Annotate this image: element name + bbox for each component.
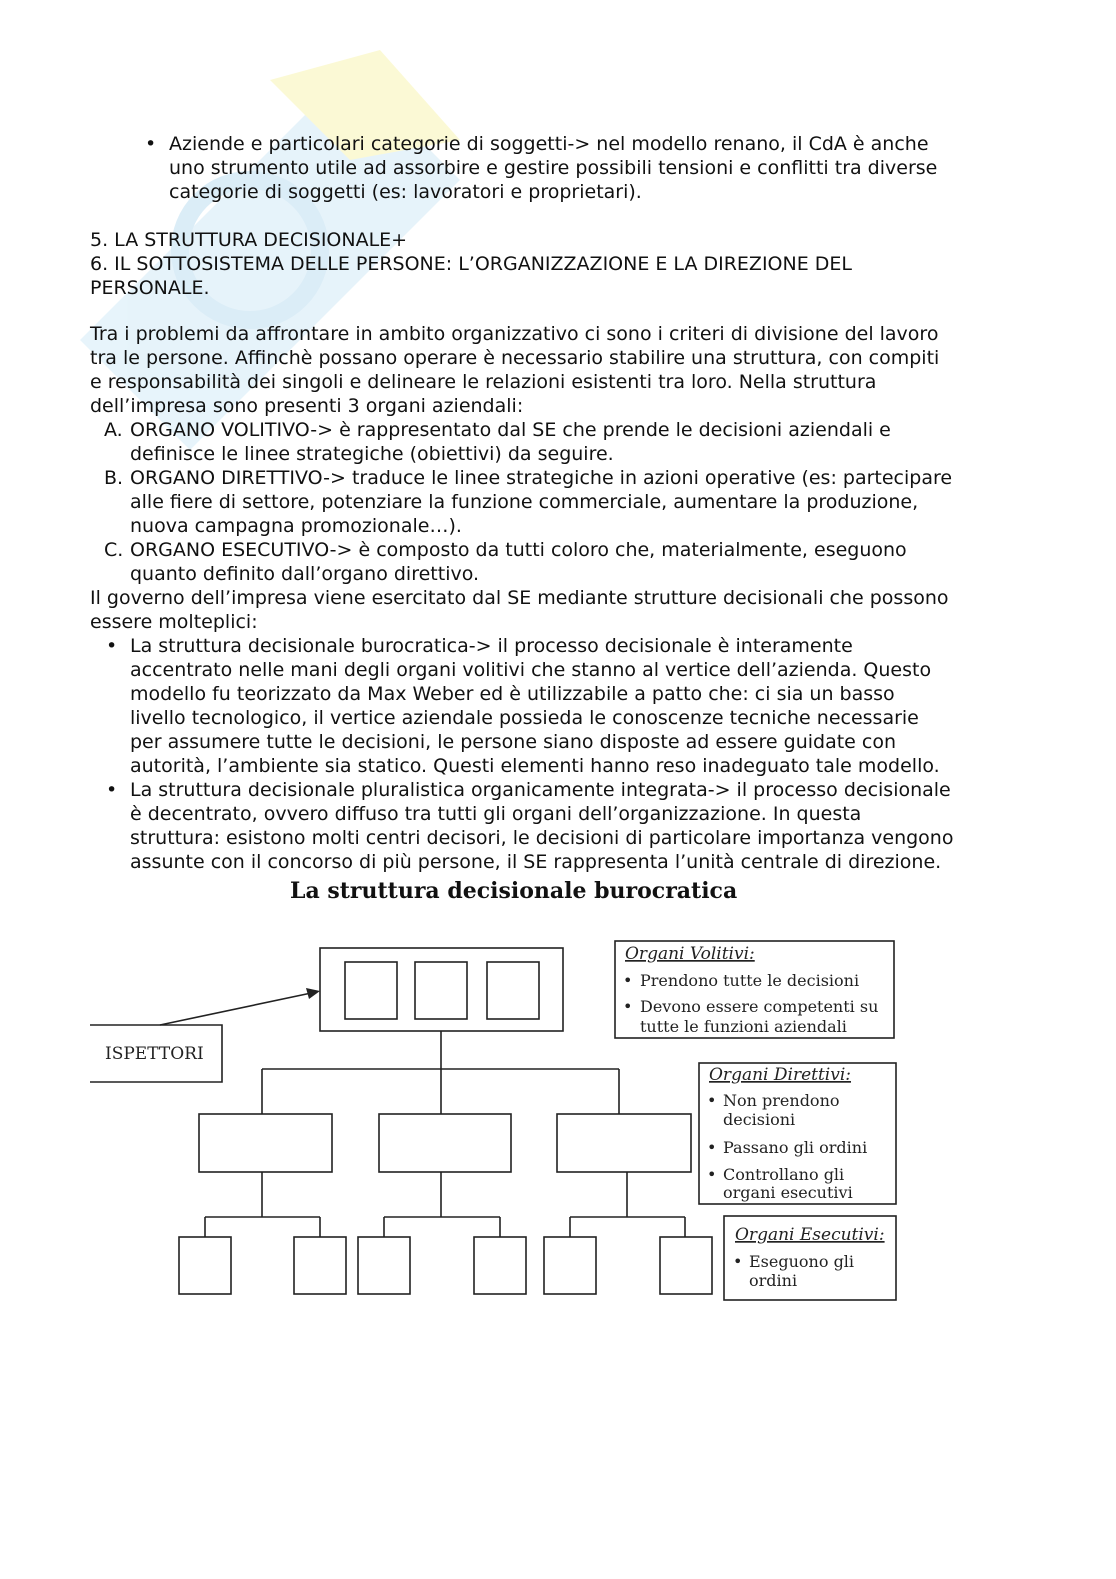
legend-item: tutte le funzioni aziendali xyxy=(640,1017,847,1036)
legend-bullet: • xyxy=(707,1165,717,1184)
paragraph-line: essere molteplici: xyxy=(90,611,258,633)
bureaucratic-structure-diagram xyxy=(0,870,1116,1310)
structure-line: La struttura decisionale pluralistica organicamente integrata-> il processo decisionale xyxy=(130,779,951,801)
intro-line: Aziende e particolari categorie di soggetti-> nel modello renano, il CdA è anche xyxy=(169,133,929,155)
organ-line: ORGANO ESECUTIVO-> è composto da tutti coloro che, materialmente, eseguono xyxy=(130,539,907,561)
legend-item: organi esecutivi xyxy=(723,1183,853,1202)
structure-line: modello fu teorizzato da Max Weber ed è utilizzabile a patto che: ci sia un basso xyxy=(130,683,895,705)
volitive-member xyxy=(345,962,397,1019)
structure-line: autorità, l’ambiente sia statico. Questi elementi hanno reso inadeguato tale modello. xyxy=(130,755,940,777)
organ-line: alle fiere di settore, potenziare la funzione commerciale, aumentare la produzione, xyxy=(130,491,919,513)
arrow-head-icon xyxy=(306,988,320,999)
section-heading: 5. LA STRUTTURA DECISIONALE+ xyxy=(90,229,408,251)
directive-box xyxy=(379,1114,511,1172)
legend-direttivi-heading: Organi Direttivi: xyxy=(709,1065,851,1085)
volitive-member xyxy=(415,962,467,1019)
structure-line: struttura: esistono molti centri decisori, le decisioni di particolare importanza vengono xyxy=(130,827,954,849)
organ-line: nuova campagna promozionale…). xyxy=(130,515,462,537)
executive-box xyxy=(544,1237,596,1294)
directive-box xyxy=(557,1114,691,1172)
list-marker: C. xyxy=(104,539,124,561)
legend-item: Devono essere competenti su xyxy=(640,997,879,1016)
section-heading: PERSONALE. xyxy=(90,277,210,299)
directive-box xyxy=(199,1114,332,1172)
structure-line: è decentrato, ovvero diffuso tra tutti gli organi dell’organizzazione. In questa xyxy=(130,803,862,825)
paragraph-line: tra le persone. Affinchè possano operare è necessario stabilire una struttura, con compiti xyxy=(90,347,940,369)
organ-line: ORGANO DIRETTIVO-> traduce le linee strategiche in azioni operative (es: partecipare xyxy=(130,467,953,489)
structure-line: per assumere tutte le decisioni, le persone siano disposte ad essere guidate con xyxy=(130,731,897,753)
legend-volitivi-heading: Organi Volitivi: xyxy=(625,944,755,964)
organ-line: definisce le linee strategiche (obiettivi) da seguire. xyxy=(130,443,614,465)
legend-item: Eseguono gli xyxy=(749,1252,855,1271)
legend-bullet: • xyxy=(733,1252,743,1271)
structure-line: accentrato nelle mani degli organi volitivi che stanno al vertice dell’azienda. Questo xyxy=(130,659,932,681)
executive-box xyxy=(474,1237,526,1294)
legend-item: decisioni xyxy=(723,1110,796,1129)
executive-box xyxy=(660,1237,712,1294)
executive-box xyxy=(294,1237,346,1294)
legend-item: ordini xyxy=(749,1271,798,1290)
paragraph-line: Tra i problemi da affrontare in ambito organizzativo ci sono i criteri di divisione del lavoro xyxy=(90,323,939,345)
organ-line: quanto definito dall’organo direttivo. xyxy=(130,563,480,585)
legend-bullet: • xyxy=(623,997,633,1016)
legend-bullet: • xyxy=(623,971,633,990)
structure-line: assunte con il concorso di più persone, il SE rappresenta l’unità centrale di direzione. xyxy=(130,851,942,873)
legend-bullet: • xyxy=(707,1138,717,1157)
list-marker: B. xyxy=(104,467,124,489)
legend-bullet: • xyxy=(707,1091,717,1110)
diagram-title: La struttura decisionale burocratica xyxy=(290,878,738,904)
paragraph-line: Il governo dell’impresa viene esercitato dal SE mediante strutture decisionali che possono xyxy=(90,587,949,609)
inspector-arrow xyxy=(160,992,316,1025)
intro-line: uno strumento utile ad assorbire e gestire possibili tensioni e conflitti tra diverse xyxy=(169,157,938,179)
legend-esecutivi-heading: Organi Esecutivi: xyxy=(735,1225,885,1245)
bullet-marker: • xyxy=(106,779,118,801)
legend-item: Passano gli ordini xyxy=(723,1138,868,1157)
structure-line: La struttura decisionale burocratica-> il processo decisionale è interamente xyxy=(130,635,853,657)
organ-line: ORGANO VOLITIVO-> è rappresentato dal SE che prende le decisioni aziendali e xyxy=(130,419,891,441)
executive-box xyxy=(358,1237,410,1294)
bullet-marker: • xyxy=(106,635,118,657)
list-marker: A. xyxy=(104,419,123,441)
bullet-marker: • xyxy=(145,133,157,155)
legend-item: Controllano gli xyxy=(723,1165,845,1184)
volitive-member xyxy=(487,962,539,1019)
paragraph-line: dell’impresa sono presenti 3 organi aziendali: xyxy=(90,395,524,417)
inspectors-label: ISPETTORI xyxy=(105,1044,204,1064)
paragraph-line: e responsabilità dei singoli e delineare le relazioni esistenti tra loro. Nella struttura xyxy=(90,371,877,393)
section-heading: 6. IL SOTTOSISTEMA DELLE PERSONE: L’ORGANIZZAZIONE E LA DIREZIONE DEL xyxy=(90,253,852,275)
structure-line: livello tecnologico, il vertice aziendale possieda le conoscenze tecniche necessarie xyxy=(130,707,919,729)
intro-line: categorie di soggetti (es: lavoratori e proprietari). xyxy=(169,181,642,203)
executive-box xyxy=(179,1237,231,1294)
legend-item: Non prendono xyxy=(723,1091,840,1110)
legend-item: Prendono tutte le decisioni xyxy=(640,971,860,990)
